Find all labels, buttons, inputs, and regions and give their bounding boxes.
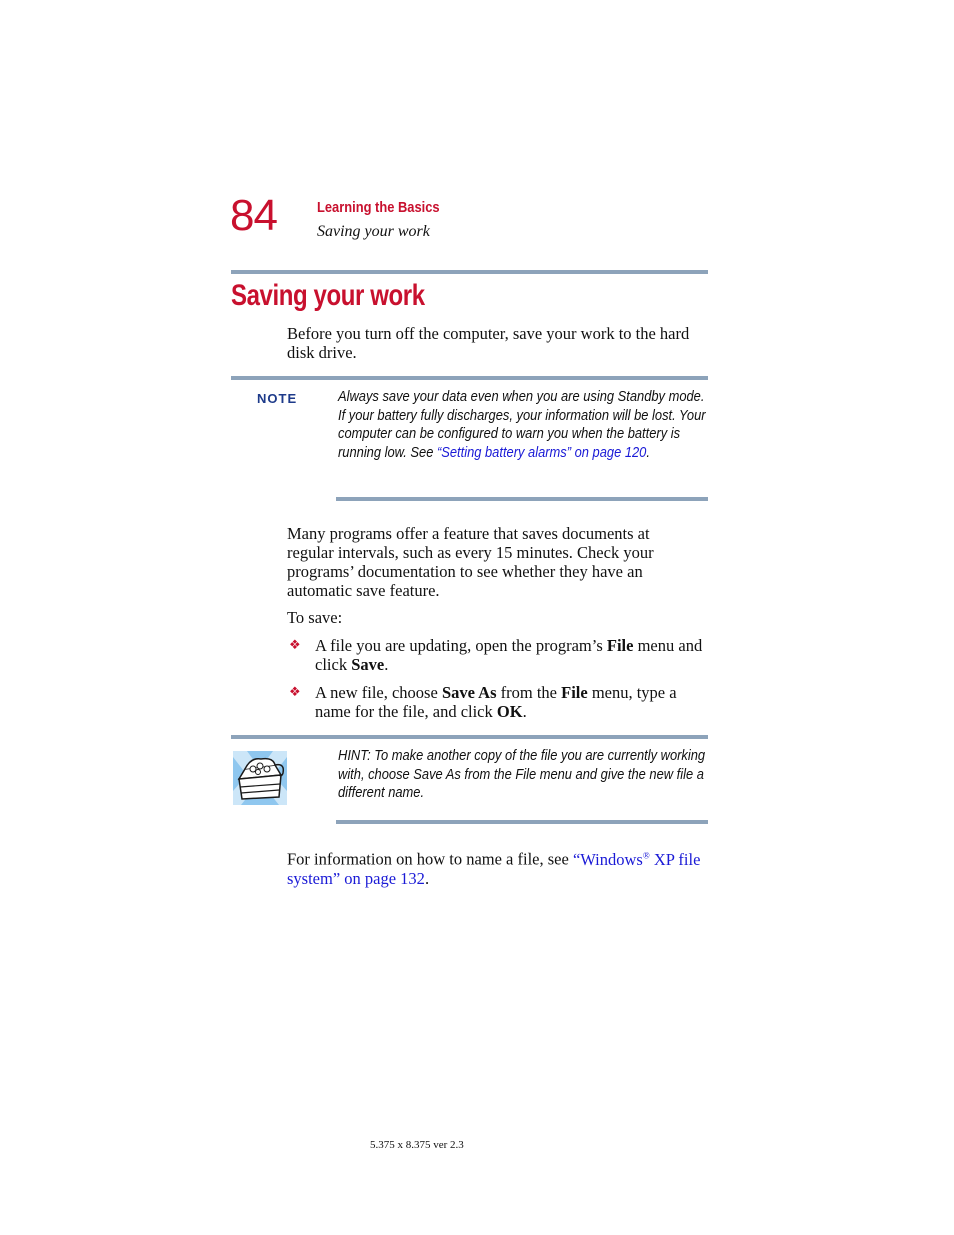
note-top-rule xyxy=(231,376,708,380)
bullet-text: A new file, choose Save As from the File menu, type a name for the file, and click OK. xyxy=(315,683,677,721)
note-text xyxy=(338,388,708,463)
hint-top-rule xyxy=(231,735,708,739)
list-item xyxy=(287,636,709,674)
bullet-list xyxy=(287,636,709,721)
hint-bottom-rule xyxy=(336,820,708,824)
bullet-icon: ❖ xyxy=(289,684,301,699)
to-save-label: To save: xyxy=(287,608,343,627)
page-footer: 5.375 x 8.375 ver 2.3 xyxy=(370,1139,464,1151)
page-title: Saving your work xyxy=(231,279,425,312)
section-title: Learning the Basics xyxy=(317,199,440,216)
autosave-paragraph: Many programs offer a feature that saves documents at regular intervals, such as every 15 minutes. Check your programs’ documentation to see whether they have an automatic save feature. xyxy=(287,524,654,600)
note-text-body: Always save your data even when you are using Standby mode. If your battery fully discharges, your information will be lost. Your computer can be configured to warn you when the battery is running low. See xyxy=(338,388,706,462)
list-item xyxy=(287,683,709,721)
closing-paragraph: For information on how to name a file, see “Windows® XP file system” on page 132. xyxy=(287,849,701,888)
battery-alarms-link[interactable]: “Setting battery alarms” on page 120 xyxy=(436,444,647,462)
heading-rule xyxy=(231,270,708,274)
windows-xp-file-system-link[interactable]: “Windows® XP file system” on page 132 xyxy=(287,849,701,888)
hint-text: HINT: To make another copy of the file you are currently working with, choose Save As from the File menu and give the new file a different name. xyxy=(338,747,706,802)
note-text-end: . xyxy=(646,444,650,462)
bullet-text: A file you are updating, open the program’s File menu and click Save. xyxy=(315,636,703,674)
note-label: NOTE xyxy=(257,391,298,406)
subsection-title: Saving your work xyxy=(317,223,430,240)
page-number: 84 xyxy=(230,191,277,240)
note-bottom-rule xyxy=(336,497,708,501)
bullet-icon: ❖ xyxy=(289,637,301,652)
intro-paragraph: Before you turn off the computer, save your work to the hard disk drive. xyxy=(287,324,690,362)
treasure-chest-icon xyxy=(233,751,287,805)
